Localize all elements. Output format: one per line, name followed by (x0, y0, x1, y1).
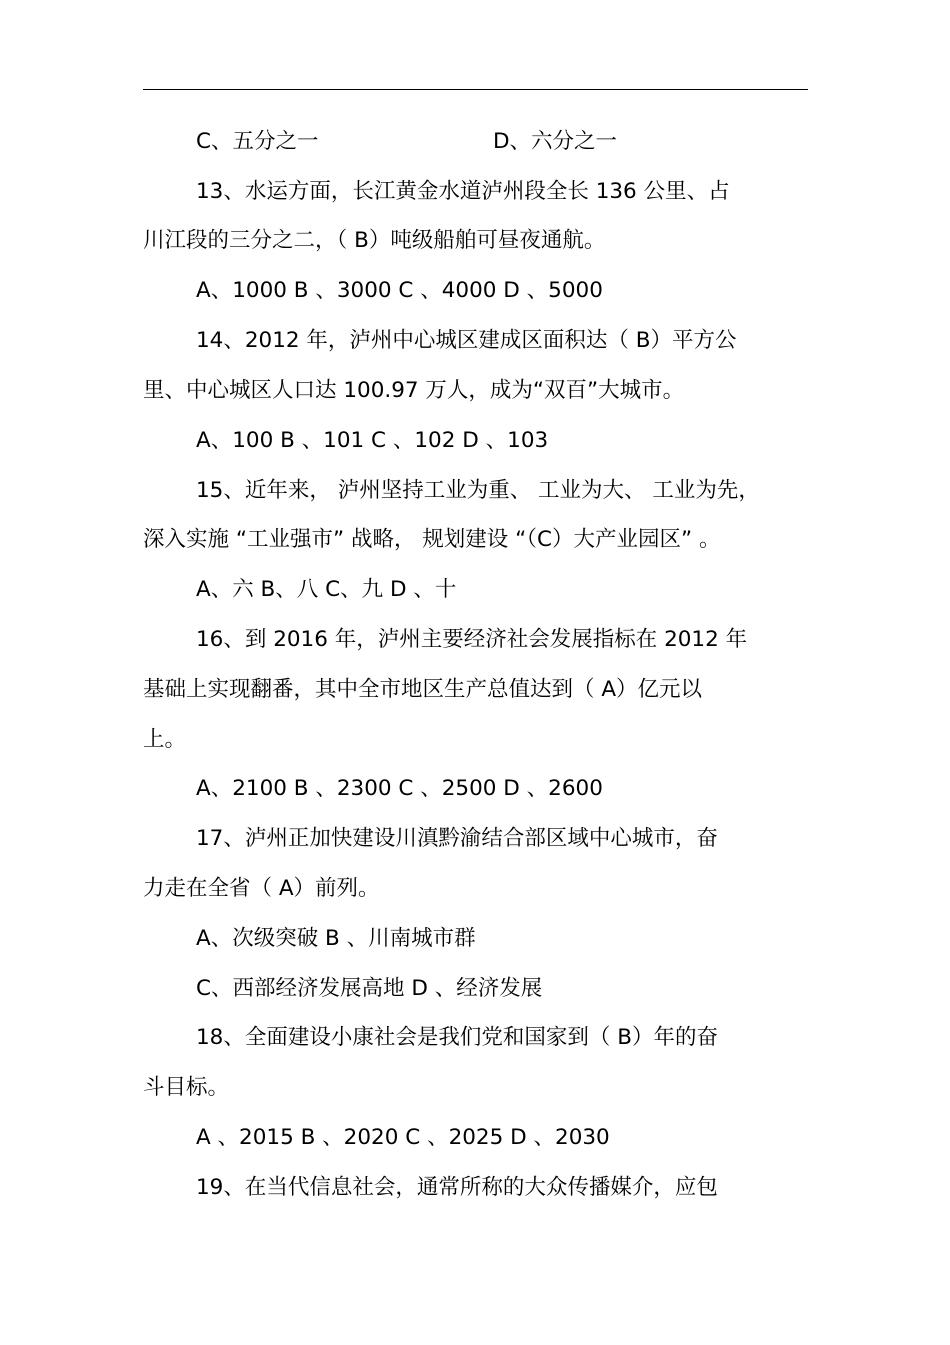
question-19-line-1: 19、在当代信息社会，通常所称的大众传播媒介，应包 (196, 1175, 718, 1200)
question-18-line-2: 斗目标。 (143, 1075, 230, 1100)
question-14-line-1: 14、2012 年，泸州中心城区建成区面积达（ B）平方公 (196, 328, 737, 353)
question-14-options: A、100 B 、101 C 、102 D 、103 (196, 428, 549, 453)
question-15-line-1: 15、近年来， 泸州坚持工业为重、 工业为大、 工业为先， (196, 478, 760, 503)
question-15-line-2: 深入实施 “工业强市” 战略， 规划建设 “（C）大产业园区” 。 (143, 527, 721, 552)
option-line-c: C、五分之一 (196, 129, 319, 154)
question-18-line-1: 18、全面建设小康社会是我们党和国家到（ B）年的奋 (196, 1025, 718, 1050)
question-13-options: A、1000 B 、3000 C 、4000 D 、5000 (196, 278, 603, 303)
question-13-line-2: 川江段的三分之二，（ B）吨级船舶可昼夜通航。 (143, 228, 606, 253)
question-14-line-2: 里、中心城区人口达 100.97 万人，成为“双百”大城市。 (143, 378, 685, 403)
header-rule (143, 89, 808, 90)
question-16-options: A、2100 B 、2300 C 、2500 D 、2600 (196, 776, 603, 801)
question-17-line-2: 力走在全省（ A）前列。 (143, 876, 380, 901)
option-line-d: D、六分之一 (493, 129, 618, 154)
question-15-options: A、六 B、八 C、九 D 、十 (196, 577, 457, 602)
question-17-options-ab: A、次级突破 B 、川南城市群 (196, 926, 476, 951)
question-18-options: A 、2015 B 、2020 C 、2025 D 、2030 (196, 1125, 610, 1150)
question-17-line-1: 17、泸州正加快建设川滇黔渝结合部区域中心城市，奋 (196, 826, 718, 851)
question-13-line-1: 13、水运方面，长江黄金水道泸州段全长 136 公里、占 (196, 179, 730, 204)
question-16-line-2: 基础上实现翻番，其中全市地区生产总值达到（ A）亿元以 (143, 677, 703, 702)
question-16-line-3: 上。 (143, 727, 187, 752)
question-16-line-1: 16、到 2016 年，泸州主要经济社会发展指标在 2012 年 (196, 627, 748, 652)
question-17-options-cd: C、西部经济发展高地 D 、经济发展 (196, 976, 543, 1001)
